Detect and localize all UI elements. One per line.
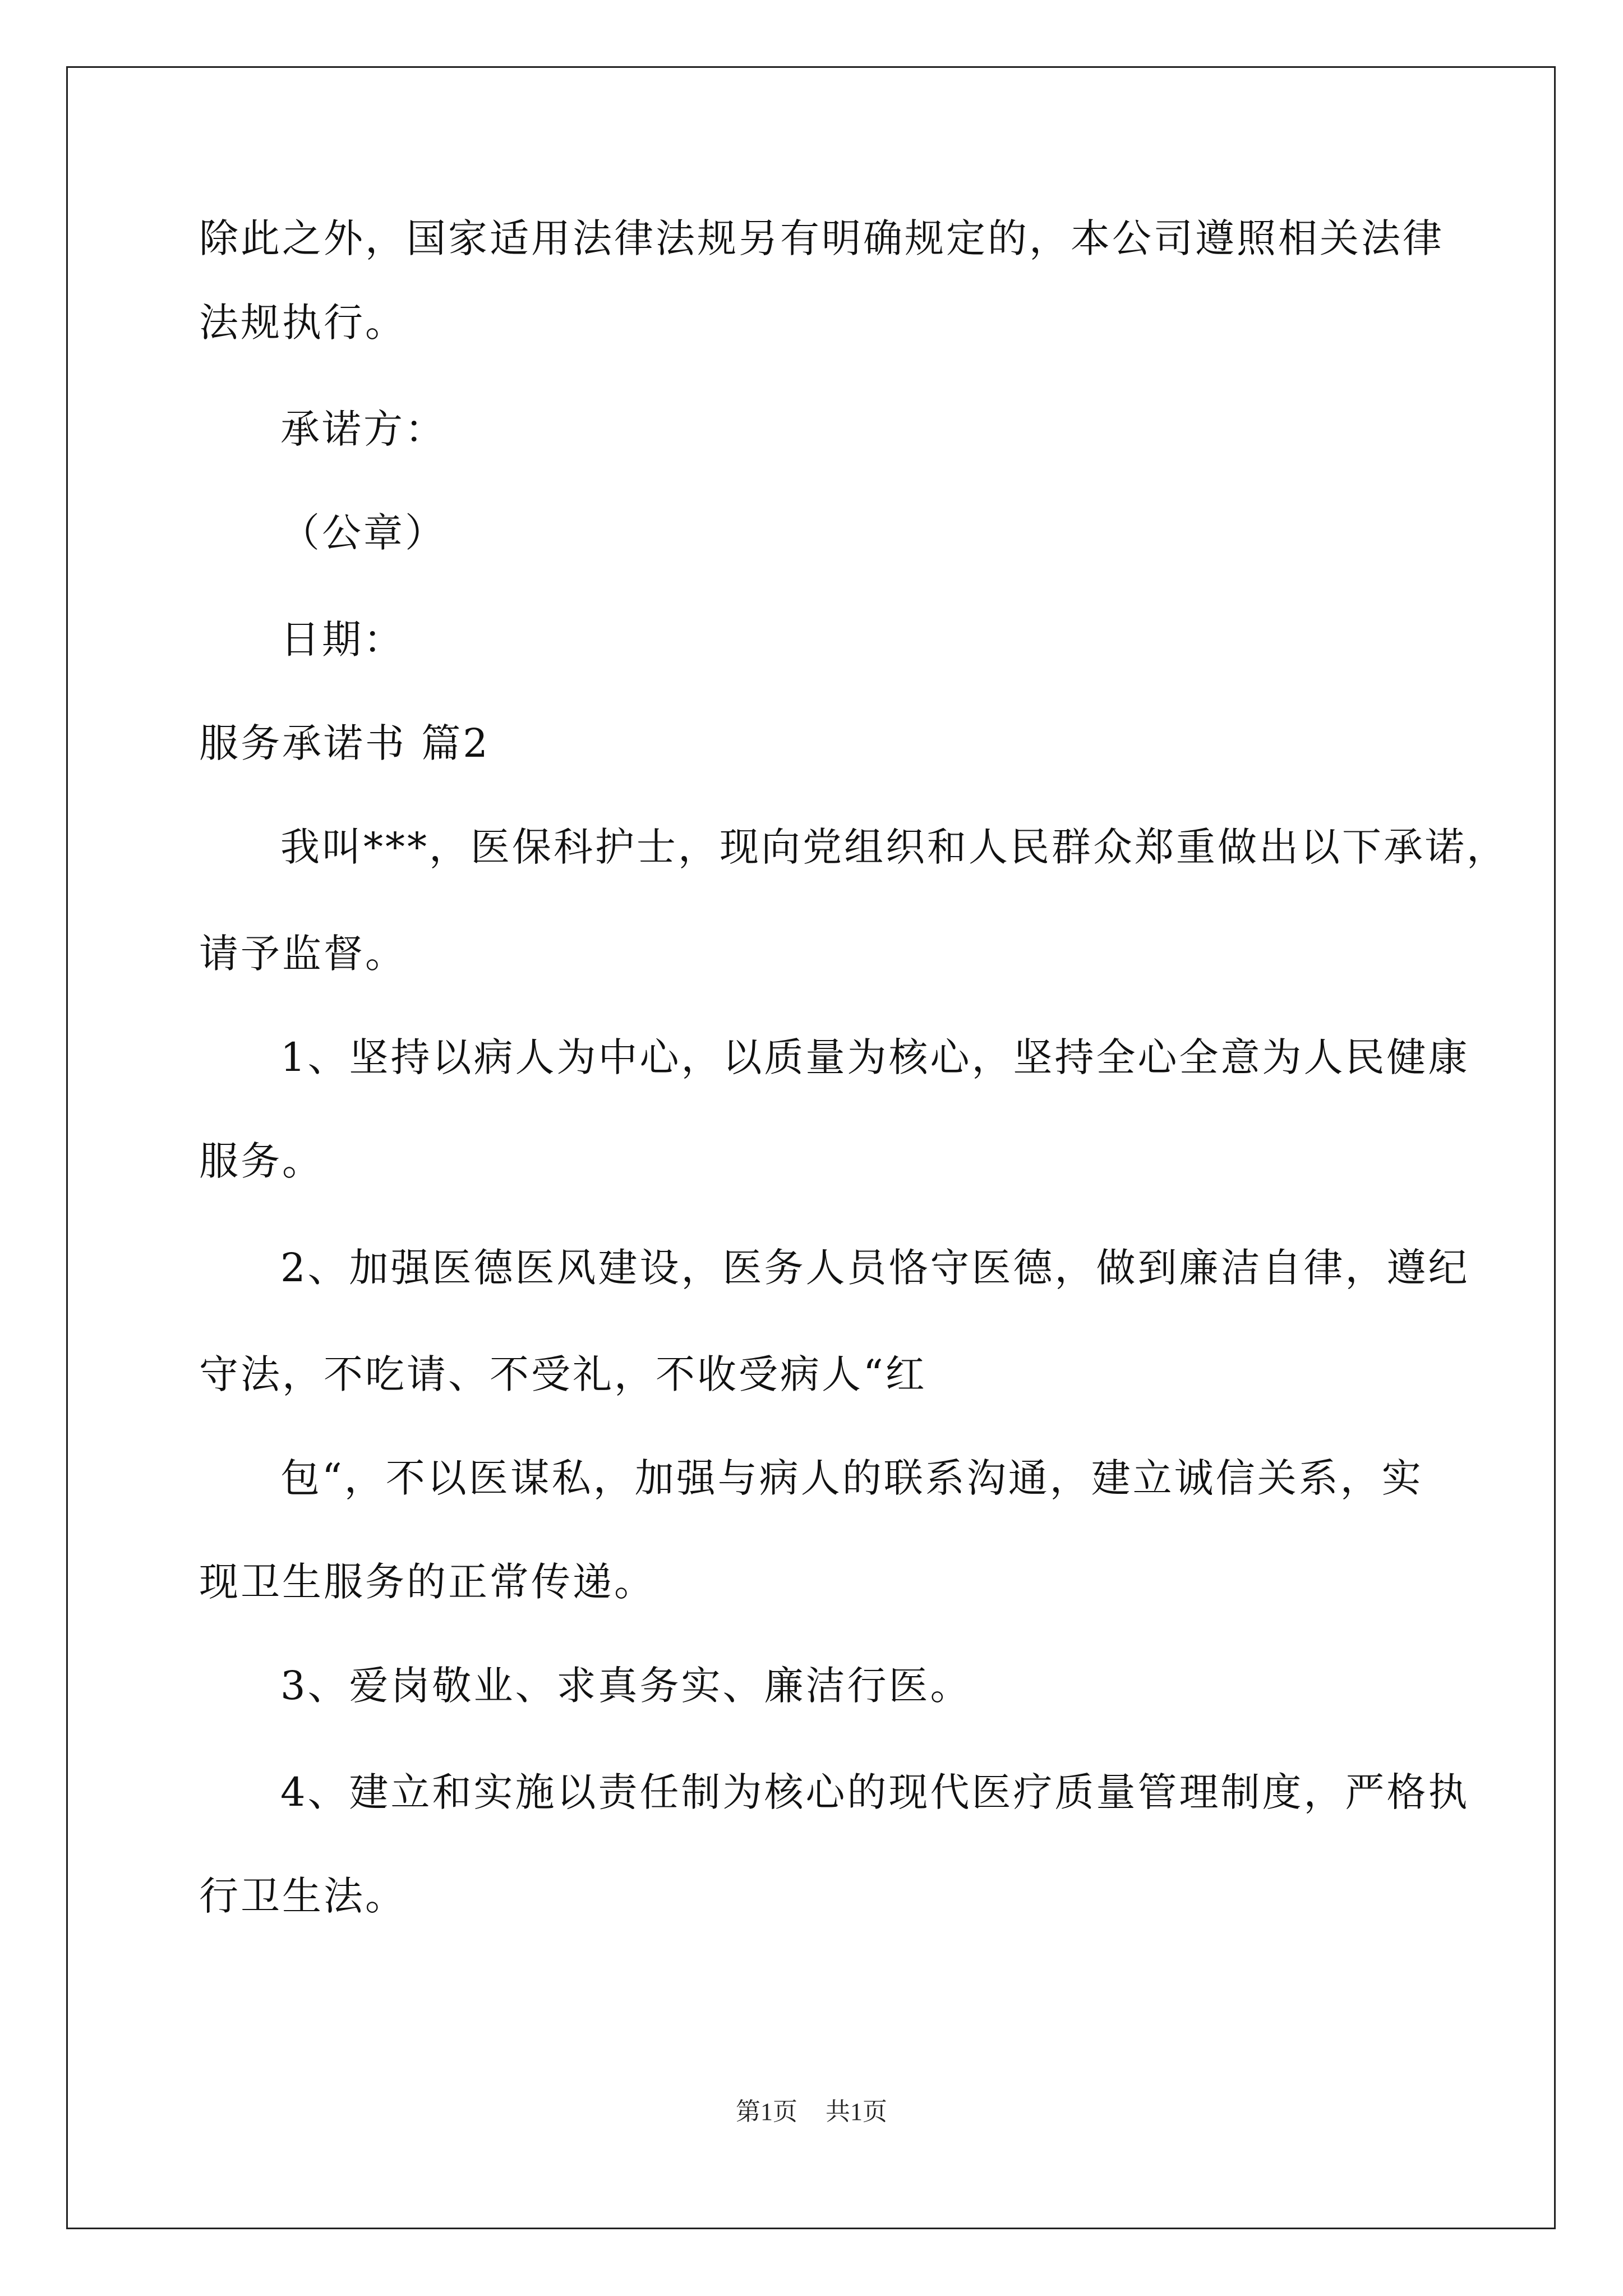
list-item-4-continuation: 行卫生法。 <box>199 1873 407 1919</box>
body-text-line: 请予监督。 <box>199 931 407 977</box>
body-text-line: 除此之外，国家适用法律法规另有明确规定的，本公司遵照相关法律 <box>199 215 1444 261</box>
body-text-line: 我叫***，医保科护士，现向党组织和人民群众郑重做出以下承诺， <box>280 824 1508 870</box>
list-item-1-continuation: 服务。 <box>199 1138 324 1184</box>
page-number: 第1页 <box>736 2098 797 2125</box>
page-total: 共1页 <box>826 2098 887 2125</box>
list-item-2-continuation: 包“，不以医谋私，加强与病人的联系沟通，建立诚信关系，实 <box>280 1455 1423 1501</box>
seal-label: （公章） <box>280 510 446 556</box>
signatory-label: 承诺方： <box>280 406 446 452</box>
list-item-4: 4、建立和实施以责任制为核心的现代医疗质量管理制度，严格执 <box>280 1769 1470 1815</box>
date-label: 日期： <box>280 616 405 662</box>
list-item-1: 1、坚持以病人为中心，以质量为核心，坚持全心全意为人民健康 <box>280 1034 1470 1080</box>
list-item-2-continuation: 现卫生服务的正常传递。 <box>199 1559 656 1605</box>
body-text-line: 法规执行。 <box>199 300 407 346</box>
section-title: 服务承诺书 篇2 <box>199 720 490 766</box>
list-item-2: 2、加强医德医风建设，医务人员恪守医德，做到廉洁自律，遵纪 <box>280 1245 1470 1291</box>
page-footer <box>0 2095 1623 2129</box>
list-item-2-continuation: 守法，不吃请、不受礼，不收受病人“红 <box>199 1351 927 1397</box>
list-item-3: 3、爱岗敬业、求真务实、廉洁行医。 <box>280 1663 972 1709</box>
